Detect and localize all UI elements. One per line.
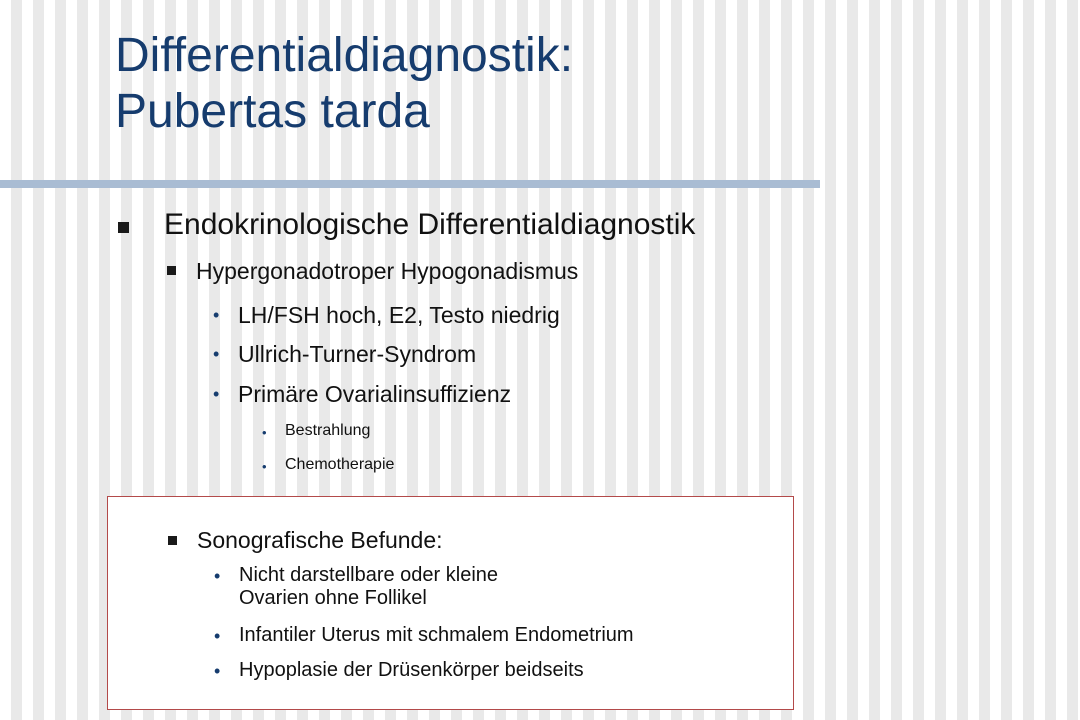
bullet-level2: Hypergonadotroper Hypogonadismus bbox=[196, 258, 579, 284]
dot-bullet-icon: • bbox=[214, 626, 221, 646]
dot-bullet-icon: • bbox=[214, 661, 221, 681]
title-line-2: Pubertas tarda bbox=[115, 85, 430, 138]
square-bullet-icon bbox=[168, 536, 177, 545]
square-bullet-icon bbox=[118, 222, 129, 233]
slide-title bbox=[115, 28, 975, 140]
bullet-level1: Endokrinologische Differentialdiagnostik bbox=[164, 208, 696, 241]
bullet-level3: Primäre Ovarialinsuffizienz bbox=[238, 381, 512, 407]
sonography-box bbox=[107, 496, 794, 710]
dot-bullet-icon: • bbox=[213, 305, 220, 325]
dot-bullet-icon: • bbox=[214, 566, 221, 586]
box-heading: Sonografische Befunde: bbox=[197, 527, 443, 553]
bullet-level4: Bestrahlung bbox=[285, 422, 371, 439]
title-line-1: Differentialdiagnostik: bbox=[115, 29, 574, 82]
bullet-level4: Chemotherapie bbox=[285, 456, 395, 473]
bullet-level3: LH/FSH hoch, E2, Testo niedrig bbox=[238, 302, 560, 328]
box-item-continued: Ovarien ohne Follikel bbox=[239, 587, 427, 609]
dot-bullet-icon: • bbox=[213, 384, 220, 404]
box-item: Infantiler Uterus mit schmalem Endometrium bbox=[239, 624, 634, 646]
dot-bullet-icon: • bbox=[262, 425, 267, 440]
square-bullet-icon bbox=[167, 266, 176, 275]
title-divider bbox=[0, 180, 820, 188]
box-item: Nicht darstellbare oder kleine bbox=[239, 564, 499, 586]
bullet-level3: Ullrich-Turner-Syndrom bbox=[238, 341, 477, 367]
dot-bullet-icon: • bbox=[213, 344, 220, 364]
dot-bullet-icon: • bbox=[262, 459, 267, 474]
box-item: Hypoplasie der Drüsenkörper beidseits bbox=[239, 659, 584, 681]
